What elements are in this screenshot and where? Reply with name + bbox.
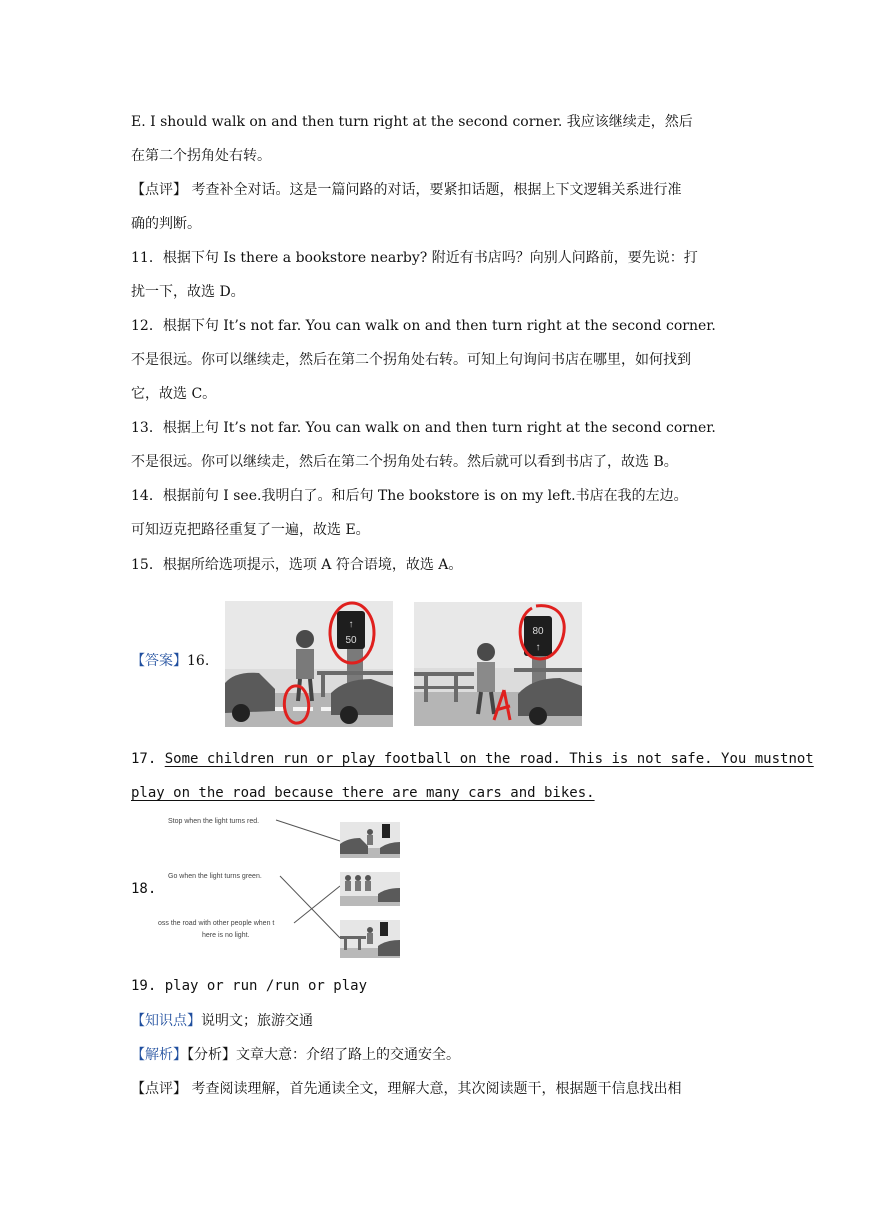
analysis-subtag: 【分析】: [187, 1047, 236, 1063]
answer-number: 16.: [187, 653, 210, 669]
knowledge-text: 说明文；旅游交通: [201, 1013, 313, 1029]
match-picture-1: [340, 822, 400, 858]
q15-line-1: 15．根据所给选项提示，选项 A 符合语境，故选 A。: [131, 557, 463, 573]
q11-line-2: 扰一下，故选 D。: [131, 284, 245, 300]
option-e-line-2: 在第二个拐角处右转。: [131, 148, 271, 164]
q13-line-2: 不是很远。你可以继续走，然后在第二个拐角处右转。然后就可以看到书店了，故选 B。: [131, 454, 678, 470]
knowledge-point: [131, 1011, 313, 1031]
match-label-1: Stop when the light turns red.: [168, 818, 260, 825]
q17-line-1: [131, 749, 814, 769]
match-picture-3: [340, 920, 400, 958]
answer-16-label: [131, 651, 209, 671]
q17-number: 17.: [131, 751, 165, 767]
q18-number: 18.: [131, 881, 157, 897]
q11-line-1: 11．根据下句 Is there a bookstore nearby? 附近有书店吗？向别人问路前，要先说：打: [131, 250, 698, 266]
analysis-tag: 【解析】: [131, 1047, 187, 1063]
q12-line-2: 不是很远。你可以继续走，然后在第二个拐角处右转。可知上句询问书店在哪里，如何找到: [131, 352, 691, 368]
analysis-line: [131, 1045, 460, 1065]
q18-matching-figure: [158, 808, 408, 966]
comment-tag: 【点评】: [131, 1081, 187, 1097]
match-label-3b: here is no light.: [202, 932, 250, 939]
match-label-2: Go when the light turns green.: [168, 873, 262, 880]
answer-16-image-right: [414, 602, 582, 726]
q12-line-1: 12．根据下句 It’s not far. You can walk on and then turn right at the second corner.: [131, 318, 716, 334]
option-e-line-1: E. I should walk on and then turn right at the second corner. 我应该继续走，然后: [131, 114, 693, 130]
answer-16-image-left: [225, 601, 393, 727]
comment-text: 考查阅读理解，首先通读全文，理解大意，其次阅读题干，根据题干信息找出相: [187, 1081, 682, 1097]
q14-line-1: 14．根据前句 I see.我明白了。和后句 The bookstore is on my left.书店在我的左边。: [131, 488, 688, 504]
match-label-3a: oss the road with other people when t: [158, 920, 275, 927]
signal-top: 80: [532, 626, 544, 637]
comment-tag: 【点评】: [131, 182, 187, 198]
q17-line-2: play on the road because there are many cars and bikes.: [131, 785, 595, 801]
q19-line: 19. play or run /run or play: [131, 978, 368, 994]
knowledge-tag: 【知识点】: [131, 1013, 201, 1029]
q12-line-3: 它，故选 C。: [131, 386, 217, 402]
comment-paragraph-1: [131, 180, 681, 200]
signal-bottom: ↑: [535, 642, 541, 653]
comment-paragraph-1-line-2: 确的判断。: [131, 216, 201, 232]
signal-bottom: 50: [345, 635, 357, 646]
comment-paragraph-2: [131, 1079, 681, 1099]
match-picture-2: [340, 872, 400, 906]
q14-line-2: 可知迈克把路径重复了一遍，故选 E。: [131, 522, 370, 538]
analysis-text: 文章大意：介绍了路上的交通安全。: [236, 1047, 460, 1063]
comment-text: 考查补全对话。这是一篇问路的对话，要紧扣话题，根据上下文逻辑关系进行准: [187, 182, 682, 198]
q17-answer-text: Some children run or play football on the road. This is not safe. You mustnot: [164, 751, 814, 767]
signal-top: ↑: [348, 619, 354, 630]
answer-tag: 【答案】: [131, 653, 187, 669]
q13-line-1: 13．根据上句 It’s not far. You can walk on and then turn right at the second corner.: [131, 420, 716, 436]
